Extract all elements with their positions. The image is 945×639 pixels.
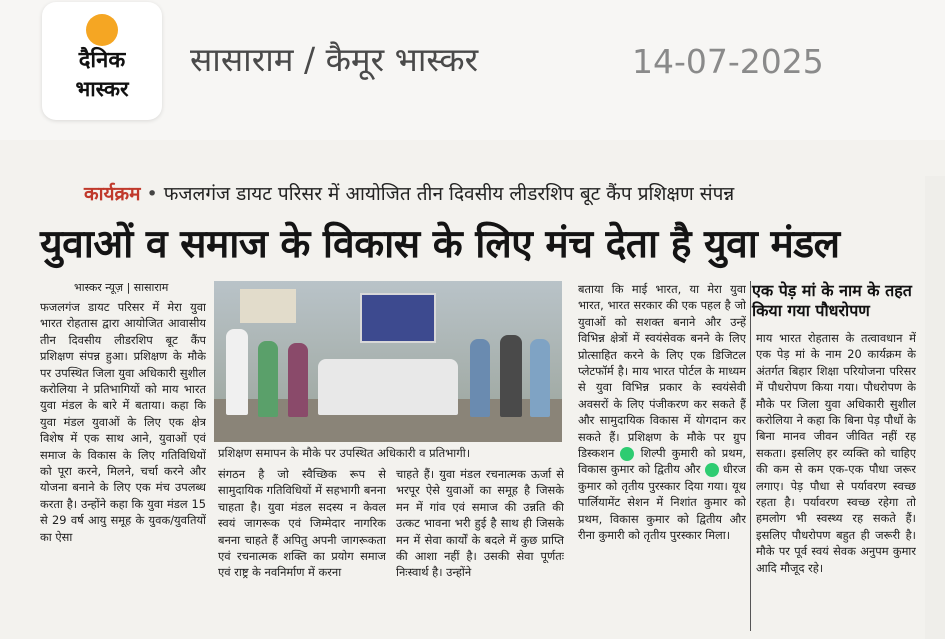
column-2	[218, 466, 386, 634]
marker-dot-icon	[705, 463, 719, 477]
side-headline: एक पेड़ मां के नाम के तहत किया गया पौधरोपण	[752, 281, 912, 320]
column-2-text: संगठन है जो स्वैच्छिक रूप से सामुदायिक गतिविधियों में सहभागी बनना चाहता है। युवा मंडल सदस्य न केवल स्वयं जागरूक एवं जिम्मेदार नागरिक बनना चाहते हैं अपितु अपनी जागरूकता एवं रचनात्मक शक्ति का प्रयोग समाज एवं राष्ट्र के नवनिर्माण में करना	[218, 467, 386, 580]
photo-person	[470, 339, 490, 417]
logo-line-1: दैनिक	[78, 48, 126, 73]
edition-title: सासाराम / कैमूर भास्कर	[190, 40, 479, 79]
kicker-text: फजलगंज डायट परिसर में आयोजित तीन दिवसीय लीडरशिप बूट कैंप प्रशिक्षण संपन्न	[163, 183, 735, 205]
article-kicker	[84, 180, 734, 208]
photo-banner	[360, 293, 436, 343]
logo-line-2: भास्कर	[75, 77, 129, 101]
photo-person	[226, 329, 248, 415]
column-3-text: चाहते हैं। युवा मंडल रचनात्मक ऊर्जा से भरपूर ऐसे युवाओं का समूह है जिसके मन में गांव एवं समाज की उन्नति की उत्कट भावना भरी हुई है साथ ही जिसके मन में सेवा कार्यों के बदले में कुछ प्राप्ति की आशा नहीं है। उसकी सेवा पूर्णतः निःस्वार्थ है। उन्होंने	[396, 467, 564, 580]
kicker-label: कार्यक्रम	[84, 183, 141, 205]
side-column	[756, 330, 916, 633]
column-4-text-c: धीरज कुमार को तृतीय पुरस्कार दिया गया। यूथ पार्लियामेंट सेशन में निशांत कुमार को प्रथम, विकास कुमार को द्वितीय और रीना कुमारी को तृतीय पुरस्कार मिला।	[578, 462, 746, 543]
byline: भास्कर न्यूज़ | सासाराम	[74, 281, 169, 294]
photo-person	[530, 339, 550, 417]
next-page-edge	[925, 176, 945, 639]
article-headline: युवाओं व समाज के विकास के लिए मंच देता है युवा मंडल	[40, 222, 840, 267]
photo-group	[318, 359, 458, 415]
edition-date: 14-07-2025	[632, 42, 824, 81]
article-photo	[214, 281, 562, 442]
photo-banner-left	[240, 289, 296, 323]
bullet-icon: •	[146, 183, 158, 205]
marker-dot-icon	[620, 447, 634, 461]
sun-icon	[86, 14, 118, 46]
photo-caption: प्रशिक्षण समापन के मौके पर उपस्थित अधिकारी व प्रतिभागी।	[218, 446, 471, 460]
column-4-text	[578, 281, 746, 544]
column-4-text-b: शिल्पी कुमारी को प्रथम, विकास कुमार को द्वितीय और	[578, 446, 746, 477]
column-4-text-a: बताया कि माई भारत, या मेरा युवा भारत, भारत सरकार की एक पहल है जो युवाओं को सशक्त बनाने और उन्हें विभिन्न क्षेत्रों में स्वयंसेवक बनने के लिए प्रोत्साहित करने के लिए एक डिजिटल प्लेटफॉर्म है। माय भारत पोर्टल के माध्यम से युवा विभिन्न प्रकार के स्वयंसेवी अवसरों के लिए पंजीकरण कर सकते हैं और सामुदायिक विकास में योगदान कर सकते हैं। प्रशिक्षण के मौके पर ग्रुप डिस्कशन	[578, 282, 746, 461]
column-1-text: फजलगंज डायट परिसर में मेरा युवा भारत रोहतास द्वारा आयोजित आवासीय तीन दिवसीय लीडरशिप बूट कैंप प्रशिक्षण संपन्न हुआ। प्रशिक्षण के मौके पर उपस्थित जिला युवा अधिकारी सुशील करोलिया ने प्रतिभागियों को माय भारत युवा मंडल के बारे में बताया। कहा कि युवा मंडल युवाओं के लिए एक क्षेत्र विशेष में एक साथ आने, युवाओं एवं समाज के विकास के लिए गतिविधियों को पूरा करने, मिलने, चर्चा करने और योजना बनाने के लिए एक मंच उपलब्ध करता है। उन्होंने कहा कि युवा मंडल 15 से 29 वर्ष आयु समूह के युवक/युवतियों का ऐसा	[40, 300, 206, 544]
column-4	[578, 281, 746, 633]
column-1	[40, 299, 206, 629]
column-divider	[750, 281, 751, 631]
app-header	[0, 0, 945, 140]
photo-person	[500, 335, 522, 417]
photo-person	[288, 343, 308, 417]
dainik-bhaskar-logo[interactable]	[42, 2, 162, 120]
column-3	[396, 466, 564, 634]
side-column-text: माय भारत रोहतास के तत्वावधान में एक पेड़ मां के नाम 20 कार्यक्रम के अंतर्गत बिहार शिक्षा परियोजना परिसर में पौधरोपण किया गया। पौधरोपण के मौके पर जिला युवा अधिकारी सुशील करोलिया ने कहा कि बिना पेड़ पौधों के बिना मानव जीवन जीवित नहीं रह सकता। इसलिए हर व्यक्ति को चाहिए की कम से कम एक-एक पौधा जरूर लगाए। पेड़ पौधा से पर्यावरण स्वच्छ रहता है। पर्यावरण स्वच्छ रहेगा तो हमलोग भी स्वस्थ्य रह सकते हैं। इसलिए पौधरोपण बहुत ही जरूरी है। मौके पर पूर्व स्वयं सेवक अनुपम कुमार आदि मौजूद रहे।	[756, 331, 916, 575]
photo-person	[258, 341, 278, 417]
